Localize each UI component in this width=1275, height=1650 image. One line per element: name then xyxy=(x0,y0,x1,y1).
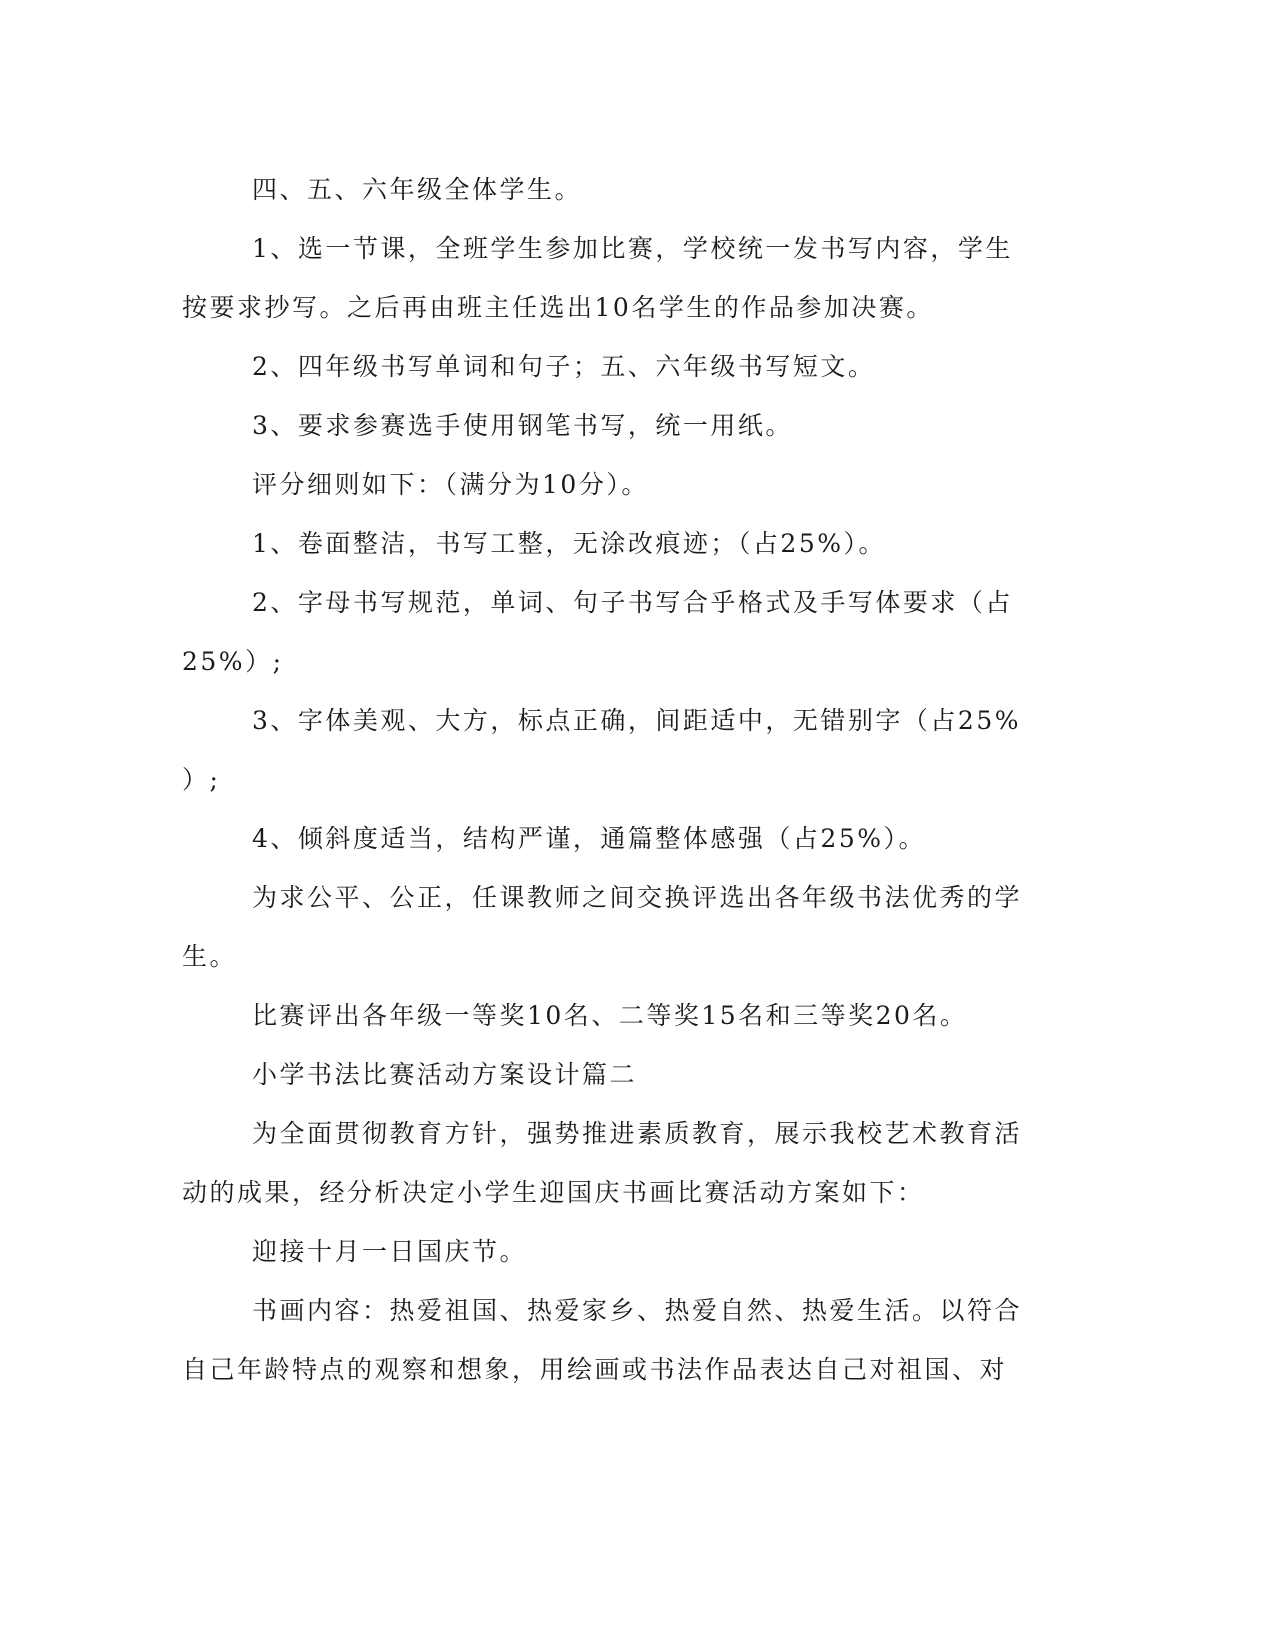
paragraph-scoring-heading: 评分细则如下：（满分为10分）。 xyxy=(252,470,649,499)
paragraph-rule-1: 1、选一节课，全班学生参加比赛，学校统一发书写内容，学生 xyxy=(252,234,1013,263)
paragraph-fairness: 为求公平、公正，任课教师之间交换评选出各年级书法优秀的学 xyxy=(252,883,1023,912)
paragraph-score-2: 2、字母书写规范，单词、句子书写合乎格式及手写体要求（占 xyxy=(252,588,1013,617)
paragraph-fairness-continued: 生。 xyxy=(182,942,238,971)
paragraph-score-3: 3、字体美观、大方，标点正确，间距适中，无错别字（占25% xyxy=(252,706,1021,735)
paragraph-score-1: 1、卷面整洁，书写工整，无涂改痕迹；（占25%）。 xyxy=(252,529,886,558)
paragraph-occasion: 迎接十月一日国庆节。 xyxy=(252,1237,528,1266)
paragraph-score-4: 4、倾斜度适当，结构严谨，通篇整体感强（占25%）。 xyxy=(252,824,926,853)
paragraph-intro-continued: 动的成果，经分析决定小学生迎国庆书画比赛活动方案如下： xyxy=(182,1178,925,1207)
paragraph-rule-3: 3、要求参赛选手使用钢笔书写，统一用纸。 xyxy=(252,411,793,440)
paragraph-rule-1-continued: 按要求抄写。之后再由班主任选出10名学生的作品参加决赛。 xyxy=(182,293,934,322)
section-title: 小学书法比赛活动方案设计篇二 xyxy=(252,1060,638,1089)
paragraph-content: 书画内容：热爱祖国、热爱家乡、热爱自然、热爱生活。以符合 xyxy=(252,1296,1023,1325)
paragraph-intro: 为全面贯彻教育方针，强势推进素质教育，展示我校艺术教育活 xyxy=(252,1119,1023,1148)
paragraph-rule-2: 2、四年级书写单词和句子；五、六年级书写短文。 xyxy=(252,352,876,381)
paragraph-score-2-continued: 25%）; xyxy=(182,647,284,676)
paragraph-participants: 四、五、六年级全体学生。 xyxy=(252,175,583,204)
paragraph-content-continued: 自己年龄特点的观察和想象，用绘画或书法作品表达自己对祖国、对 xyxy=(182,1355,1008,1384)
paragraph-score-3-continued: ）; xyxy=(182,765,221,794)
document-body xyxy=(182,160,1042,1399)
paragraph-awards: 比赛评出各年级一等奖10名、二等奖15名和三等奖20名。 xyxy=(252,1001,968,1030)
